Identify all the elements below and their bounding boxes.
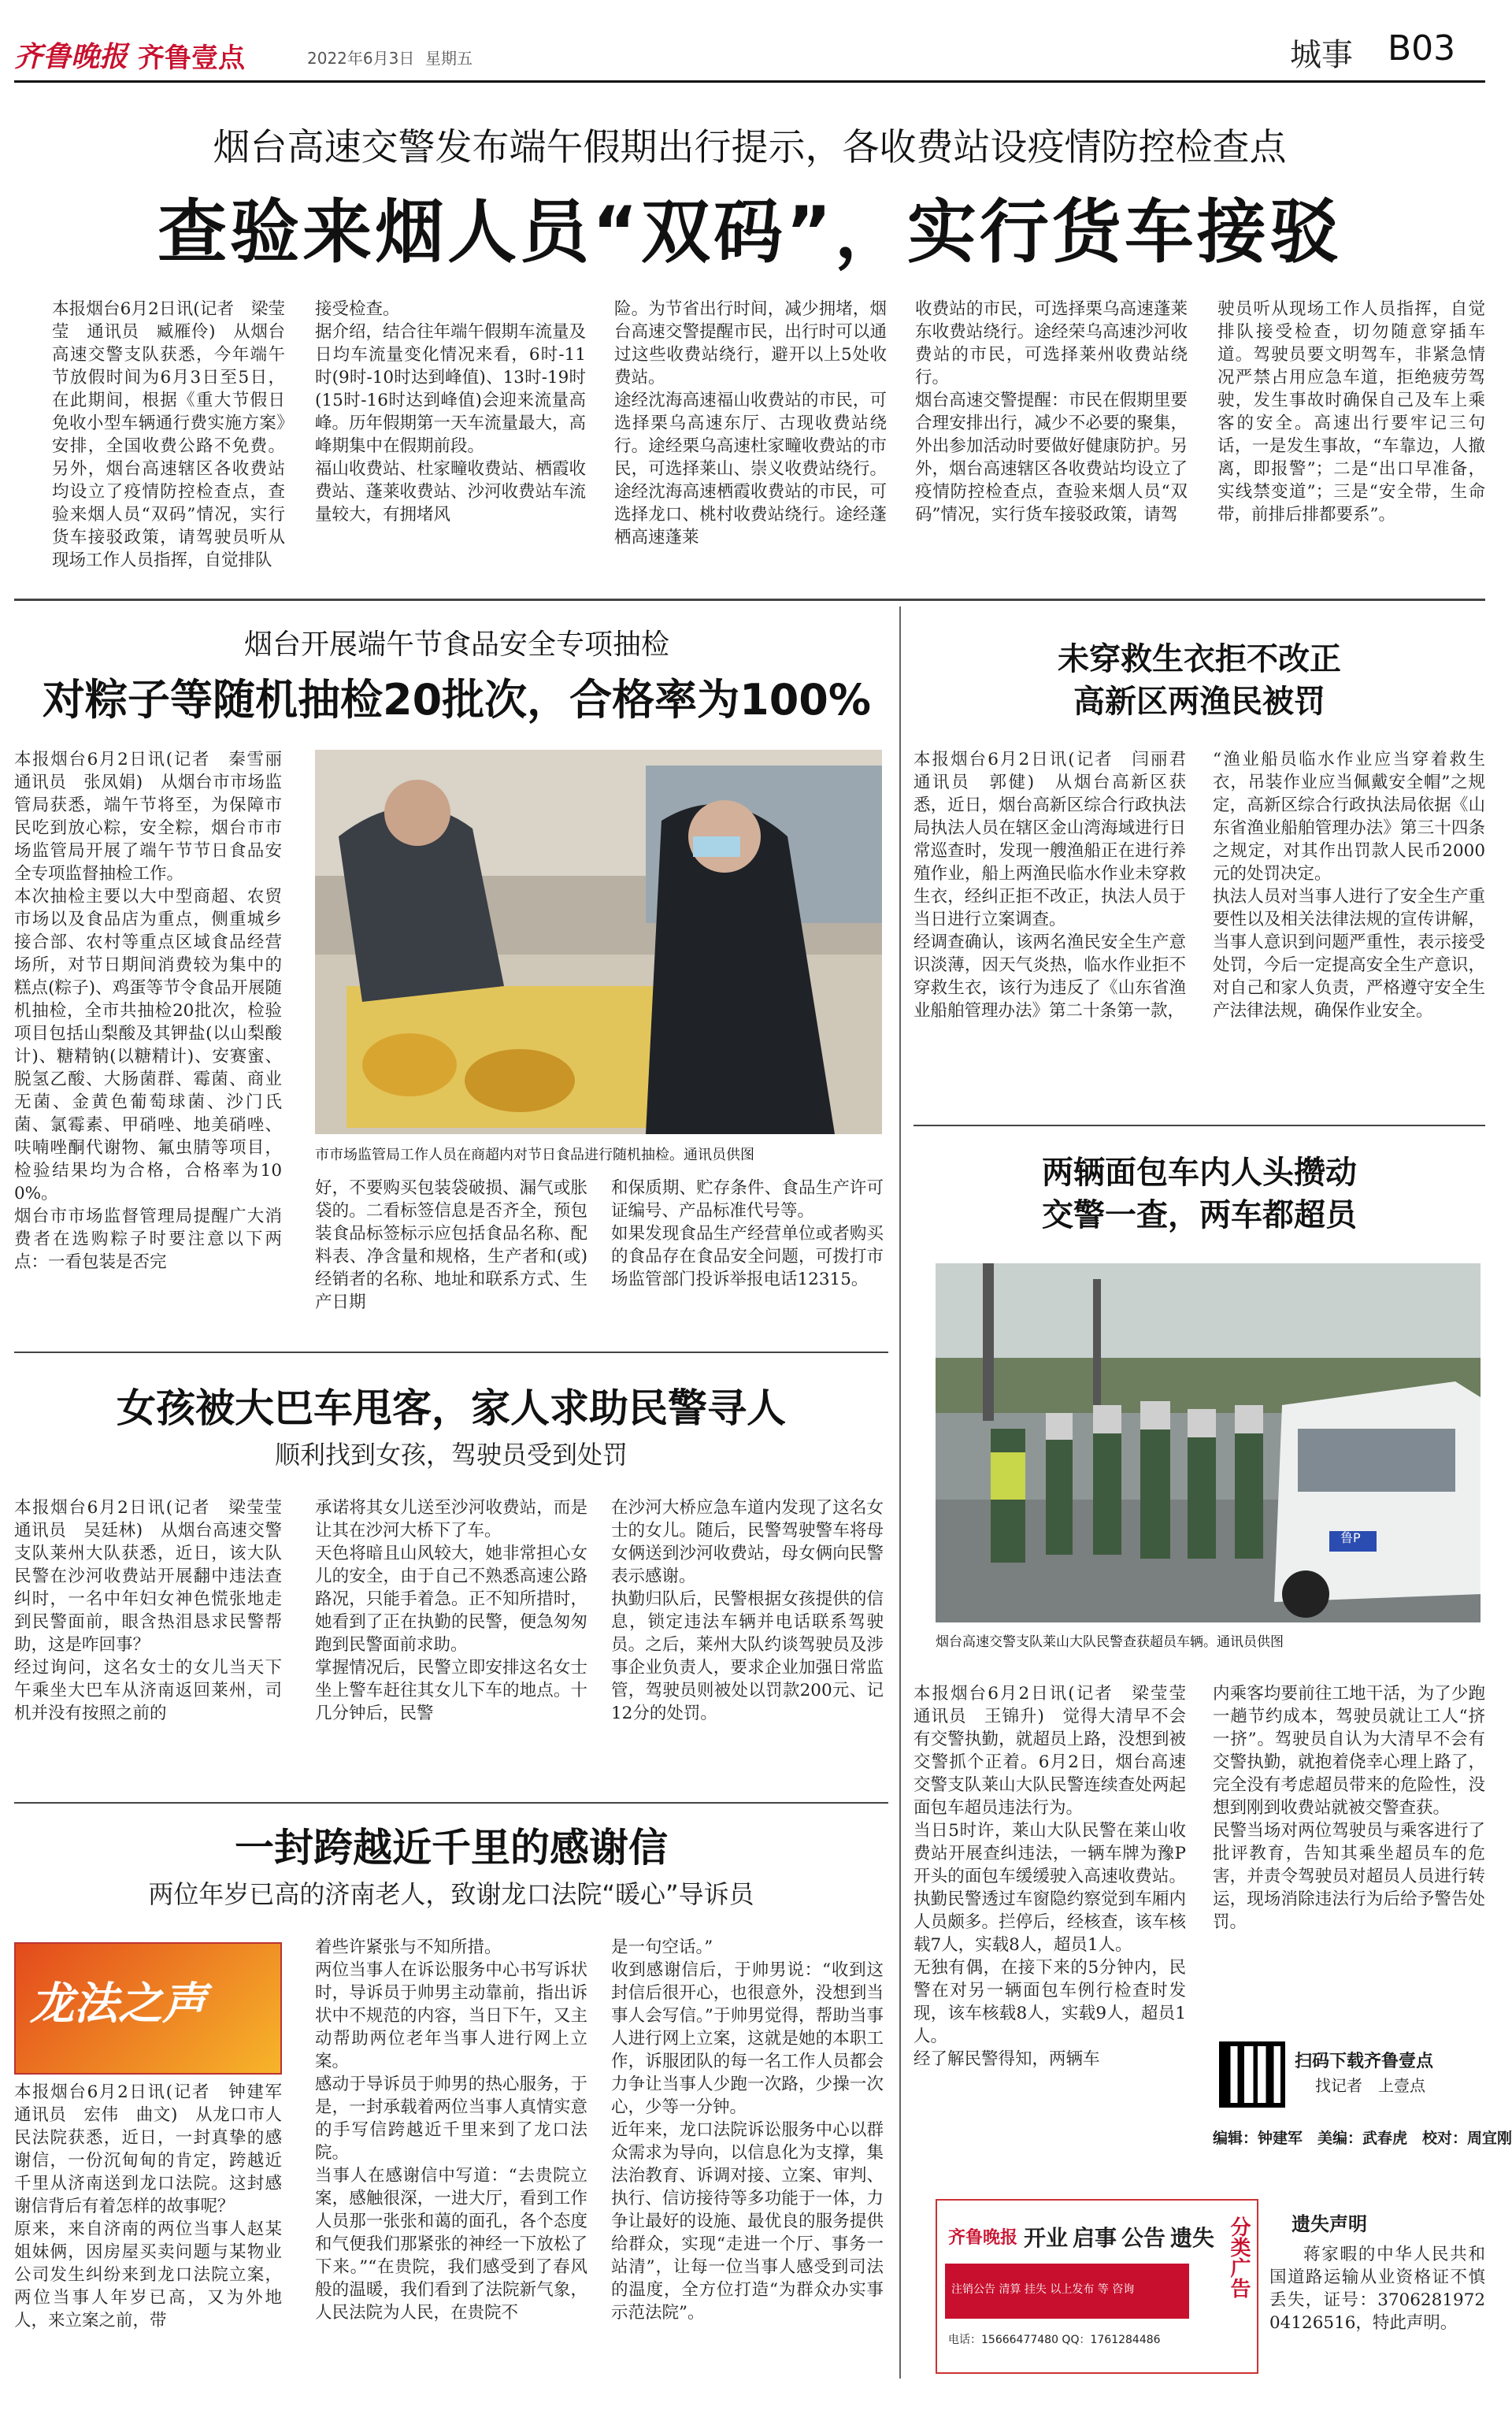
article-column: 是一句空话。” 收到感谢信后，于帅男说：“收到这封信后很开心，也很意外，没想到当事人会写信。”于帅男觉得，帮助当事人进行网上立案，这就是她的本职工作，诉服团队的每一名工作人员都会力争让当事人少跑一次路，少操一次心，少等一分钟。 近年来，龙口法院诉讼服务中心以群众需求为导向，以信息化为支撑，集法治教育、诉调对接、立案、审判、执行、信访接待等多功能于一体，力争让最好的设施、最优良的服务提供给群众，实现“走进一个厅、事务一站清”，让每一位当事人感受到司法的温度，全方位打造“为群众办实事示范法院”。: [611, 1938, 884, 2323]
article-column: “渔业船员临水作业应当穿着救生衣，吊装作业应当佩戴安全帽”之规定，高新区综合行政执法局依据《山东省渔业船舶管理办法》第三十四条之规定，对其作出罚款人民币2000元的处罚决定。 执法人员对当事人进行了安全生产重要性以及相关法律法规的宣传讲解，当事人意识到问题严重性，表示接受处罚，今后一定提高安全生产意识，对自己和家人负责，严格遵守安全生产法律法规，确保作业安全。: [1213, 750, 1485, 1021]
brand-logo: 齐鲁壹点: [138, 43, 245, 74]
photo-caption: 市市场监管局工作人员在商超内对节日食品进行随机抽检。通讯员供图: [315, 1147, 754, 1163]
classified-ad: [936, 2199, 1258, 2374]
page-number: B03: [1388, 28, 1456, 69]
article-headline: 查验来烟人员“双码”，实行货车接驳: [158, 191, 1342, 273]
article-column: 承诺将其女儿送至沙河收费站，而是让其在沙河大桥下了车。 天色将暗且山风较大，她非常担心女儿的安全，由于自己不熟悉高速公路路况，只能手着急。正不知所措时，她看到了正在执勤的民警，便急匆匆跑到民警面前求助。 掌握情况后，民警立即安排这名女士坐上警车赶往其女儿下车的地点。十几分钟后，民警: [315, 1498, 587, 1723]
article-headline: 一封跨越近千里的感谢信: [235, 1825, 668, 1871]
traffic-police-photo: [936, 1263, 1480, 1622]
masthead-rule: [14, 80, 1485, 83]
ad-item: 遗失: [1170, 2225, 1215, 2251]
ad-side: 分类广告: [1227, 2216, 1251, 2298]
qr-line1: 扫码下载齐鲁壹点: [1295, 2052, 1434, 2071]
court-logo-text: 龙法之声: [30, 1978, 206, 2030]
article-column: 本报烟台6月2日讯(记者 梁莹莹 通讯员 臧雁伶) 从烟台高速交警支队获悉，今年端午节放假时间为6月3日至5日，在此期间，根据《重大节假日免收小型车辆通行费实施方案》安排，全国收费公路不免费。另外，烟台高速辖区各收费站均设立了疫情防控检查点，查验来烟人员“双码”情况，实行货车接驳政策，请驾驶员听从现场工作人员指挥，自觉排队: [52, 299, 285, 570]
article-column: 本报烟台6月2日讯(记者 梁莹莹 通讯员 吴廷林) 从烟台高速交警支队莱州大队获悉，近日，该大队民警在沙河收费站开展翻中违法查纠时，一名中年妇女神色慌张地走到民警面前，眼含热泪恳求民警帮助，这是咋回事？ 经过询问，这名女士的女儿当天下午乘坐大巴车从济南返回莱州，司机并没有按照之前的: [14, 1498, 282, 1723]
article-column: 好，不要购买包装袋破损、漏气或胀袋的。二看标签信息是否齐全，预包装食品标签标示应包括食品名称、配料表、净含量和规格，生产者和(或)经销者的名称、地址和联系方式、生产日期: [315, 1178, 587, 1312]
editors-credit: 编辑：钟建军 美编：武春虎 校对：周宜刚: [1213, 2130, 1512, 2147]
issue-weekday: 星期五: [425, 49, 472, 68]
article-column: 驶员听从现场工作人员指挥，自觉排队接受检查，切勿随意穿插车道。驾驶员要文明驾车，非紧急情况严禁占用应急车道，拒绝疲劳驾驶，发生事故时确保自己及车上乘客的安全。高速出行要牢记三句话，一是发生事故，“车靠边，人撤离，即报警”；二是“出口早准备，实线禁变道”；三是“安全带，生命带，前排后排都要系”。: [1217, 299, 1485, 525]
ad-title: 齐鲁晚报: [948, 2228, 1018, 2248]
article-kicker: 烟台高速交警发布端午假期出行提示，各收费站设疫情防控检查点: [213, 126, 1287, 169]
article-column: 险。为节省出行时间，减少拥堵，烟台高速交警提醒市民，出行时可以通过这些收费站绕行，避开以上5处收费站。 途经沈海高速福山收费站的市民，可选择栗乌高速东厅、古现收费站绕行。途经栗乌高速杜家疃收费站的市民，可选择莱山、崇义收费站绕行。途经沈海高速栖霞收费站的市民，可选择龙口、桃村收费站绕行。途经蓬栖高速蓬莱: [614, 299, 887, 547]
article-subhead: 两位年岁已高的济南老人，致谢龙口法院“暖心”导诉员: [148, 1879, 754, 1909]
article-column: 在沙河大桥应急车道内发现了这名女士的女儿。随后，民警驾驶警车将母女俩送到沙河收费站，母女俩向民警表示感谢。 执勤归队后，民警根据女孩提供的信息，锁定违法车辆并电话联系驾驶员。之后，莱州大队约谈驾驶员及涉事企业负责人，要求企业加强日常监管，驾驶员则被处以罚款200元、记12分的处罚。: [611, 1498, 884, 1723]
ad-band: [945, 2264, 1189, 2319]
article-column: 本报烟台6月2日讯(记者 梁莹莹 通讯员 王锦升) 觉得大清早不会有交警执勤，就超员上路，没想到被交警抓个正着。6月2日，烟台高速交警支队莱山大队民警连续查处两起面包车超员违法行为。 当日5时许，莱山大队民警在莱山收费站开展查纠违法，一辆车牌为豫P开头的面包车缓缓驶入高速收费站。执勤民警透过车窗隐约察觉到车厢内人员颇多。拦停后，经核查，该车核载7人，实载8人，超员1人。 无独有偶，在接下来的5分钟内，民警在对另一辆面包车例行检查时发现，该车核载8人，实载9人，超员1人。 经了解民警得知，两辆车: [914, 1684, 1186, 2069]
ad-line: 注销公告 清算 挂失 以上发布 等 咨询: [951, 2283, 1135, 2296]
ad-item: 开业: [1024, 2225, 1069, 2251]
article-column: 接受检查。 据介绍，结合往年端午假期车流量及日均车流量变化情况来看，6时-11时(9时-10时达到峰值)、13时-19时(15时-16时达到峰值)会迎来流量高峰。历年假期第一天车流量最大，高峰期集中在假期前段。 福山收费站、杜家疃收费站、栖霞收费站、蓬莱收费站、沙河收费站车流量较大，有拥堵风: [315, 299, 587, 525]
divider: [14, 599, 1485, 601]
paper-logo: 齐鲁晚报: [14, 40, 128, 73]
article-headline: 未穿救生衣拒不改正 高新区两渔民被罚: [1058, 641, 1341, 720]
article-column: 收费站的市民，可选择栗乌高速蓬莱东收费站绕行。途经荣乌高速沙河收费站的市民，可选择莱州收费站绕行。 烟台高速交警提醒：市民在假期里要合理安排出行，减少不必要的聚集，外出参加活动时要做好健康防护。另外，烟台高速辖区各收费站均设立了疫情防控检查点，查验来烟人员“双码”情况，实行货车接驳政策，请驾: [915, 299, 1188, 525]
vehicle-plate: 鲁P: [1340, 1530, 1361, 1545]
article-headline: 两辆面包车内人头攒动 交警一查，两车都超员: [1042, 1155, 1357, 1233]
column-rule: [899, 606, 901, 2379]
lost-notice-text: 蒋家暇的中华人民共和国道路运输从业资格证不慎丢失，证号：370628197204126516，特此声明。: [1269, 2245, 1485, 2333]
article-column: 内乘客均要前往工地干活，为了少跑一趟节约成本，驾驶员就让工人“挤一挤”。驾驶员自认为大清早不会有交警执勤，就抱着侥幸心理上路了，完全没有考虑超员带来的危险性，没想到刚到收费站就被交警查获。 民警当场对两位驾驶员与乘客进行了批评教育，告知其乘坐超员车的危害，并责令驾驶员对超员人员进行转运，现场消除违法行为后给予警告处罚。: [1213, 1684, 1485, 1932]
divider: [14, 1802, 888, 1804]
ad-item: 公告: [1121, 2225, 1166, 2251]
article-column: 本报烟台6月2日讯(记者 钟建军 通讯员 宏伟 曲文) 从龙口市人民法院获悉，近日，一封真挚的感谢信，一份沉甸甸的肯定，跨越近千里从济南送到龙口法院。这封感谢信背后有着怎样的故事呢？ 原来，来自济南的两位当事人赵某姐妹俩，因房屋买卖问题与某物业公司发生纠纷来到龙口法院立案，两位当事人年岁已高，又为外地人，来立案之前，带: [14, 2082, 282, 2331]
food-inspection-photo: [315, 750, 882, 1134]
article-column: 本报烟台6月2日讯(记者 闫丽君 通讯员 郭健) 从烟台高新区获悉，近日，烟台高新区综合行政执法局执法人员在辖区金山湾海域进行日常巡查时，发现一艘渔船正在进行养殖作业，船上两渔民临水作业未穿救生衣，经纠正拒不改正，执法人员于当日进行立案调查。 经调查确认，该两名渔民安全生产意识淡薄，因天气炎热，临水作业拒不穿救生衣，该行为违反了《山东省渔业船舶管理办法》第二十条第一款，: [914, 750, 1186, 1021]
divider: [914, 1125, 1485, 1126]
ad-phone: 电话：15666477480 QQ：1761284486: [948, 2334, 1161, 2346]
qr-line2: 找记者 上壹点: [1315, 2076, 1425, 2095]
section-name: 城事: [1290, 37, 1353, 73]
article-column: 本报烟台6月2日讯(记者 秦雪丽 通讯员 张凤娟) 从烟台市市场监管局获悉，端午节将至，为保障市民吃到放心粽，安全粽，烟台市市场监管局开展了端午节节日食品安全专项监督抽检工作。 本次抽检主要以大中型商超、农贸市场以及食品店为重点，侧重城乡接合部、农村等重点区域食品经营场所，对节日期间消费较为集中的糕点(粽子)、鸡蛋等节令食品开展随机抽检，全市共抽检20批次，检验项目包括山梨酸及其钾盐(以山梨酸计)、糖精钠(以糖精计)、安赛蜜、脱氢乙酸、大肠菌群、霉菌、商业无菌、金黄色葡萄球菌、沙门氏菌、氯霉素、甲硝唑、地美硝唑、呋喃唑酮代谢物、氟虫腈等项目，检验结果均为合格，合格率为100%。 烟台市市场监督管理局提醒广大消费者在选购粽子时要注意以下两点：一看包装是否完: [14, 750, 282, 1272]
article-kicker: 烟台开展端午节食品安全专项抽检: [243, 629, 669, 661]
article-subhead: 顺利找到女孩，驾驶员受到处罚: [274, 1440, 628, 1470]
article-column: 着些许紧张与不知所措。 两位当事人在诉讼服务中心书写诉状时，导诉员于帅男主动靠前，指出诉状中不规范的内容，当日下午，又主动帮助两位老年当事人进行网上立案。 感动于导诉员于帅男的热心服务，于是，一封承载着两位当事人真情实意的手写信跨越近千里来到了龙口法院。 当事人在感谢信中写道：“去贵院立案，感触很深，一进大厅，看到工作人员那一张张和蔼的面孔，各个态度和气便我们那紧张的神经一下放松了下来。”“在贵院，我们感受到了春风般的温暖，我们看到了法院新气象，人民法院为人民，在贵院不: [315, 1938, 587, 2323]
photo-caption: 烟台高速交警支队莱山大队民警查获超员车辆。通讯员供图: [936, 1634, 1284, 1650]
divider: [14, 1352, 888, 1353]
qr-code-icon[interactable]: [1219, 2041, 1285, 2108]
article-headline: 对粽子等随机抽检20批次，合格率为100%: [43, 675, 871, 725]
article-headline: 女孩被大巴车甩客，家人求助民警寻人: [117, 1385, 786, 1431]
issue-date: 2022年6月3日: [307, 49, 415, 68]
court-column-logo: [14, 1942, 282, 2075]
lost-notice-title: 遗失声明: [1292, 2213, 1367, 2235]
ad-item: 启事: [1073, 2225, 1117, 2251]
article-column: 和保质期、贮存条件、食品生产许可证编号、产品标准代号等。 如果发现食品生产经营单位或者购买的食品存在食品安全问题，可拨打市场监管部门投诉举报电话12315。: [611, 1178, 884, 1289]
